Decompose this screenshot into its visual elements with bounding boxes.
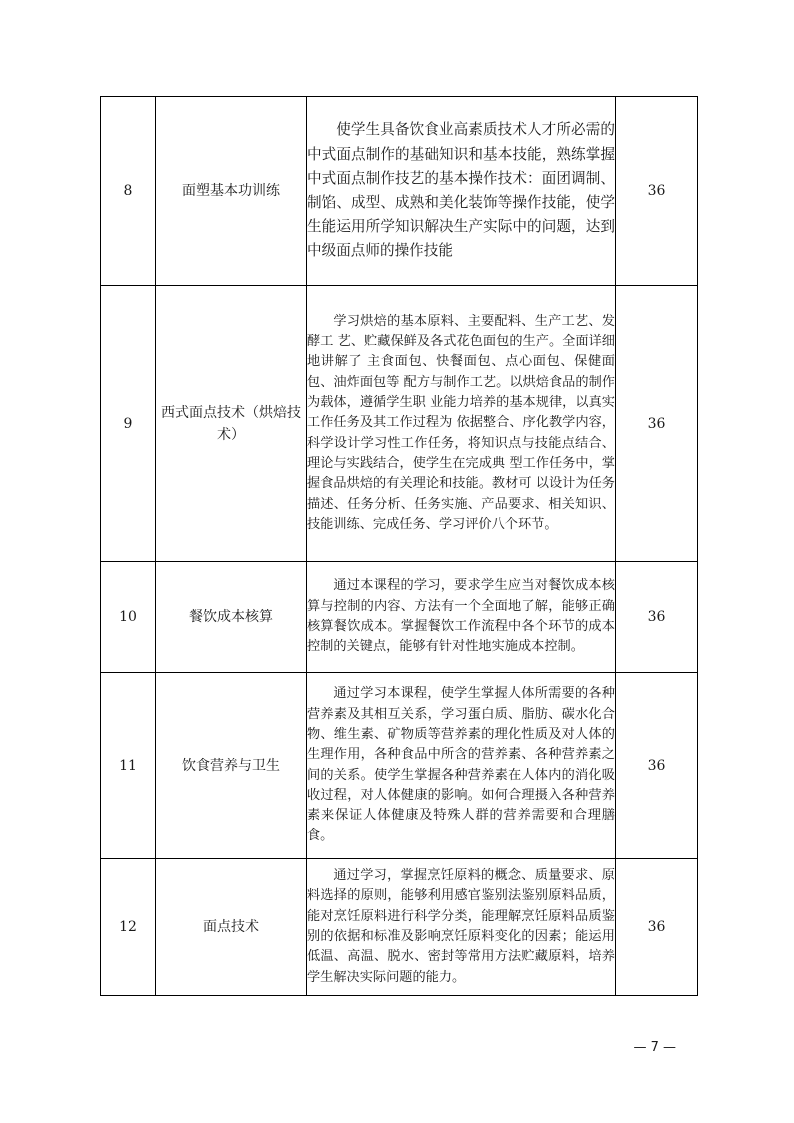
course-number: 10 [101, 562, 156, 673]
course-description-cell [307, 286, 616, 562]
course-number: 9 [101, 286, 156, 562]
course-hours: 36 [616, 673, 698, 859]
course-name: 面点技术 [156, 859, 307, 996]
table-row [101, 859, 698, 996]
course-table [100, 96, 698, 996]
course-name: 饮食营养与卫生 [156, 673, 307, 859]
course-hours: 36 [616, 859, 698, 996]
course-name: 面塑基本功训练 [156, 97, 307, 286]
course-hours: 36 [616, 97, 698, 286]
course-number: 12 [101, 859, 156, 996]
course-description: 使学生具备饮食业高素质技术人才所必需的中式面点制作的基础知识和基本技能，熟练掌握中式面点制作技艺的基本操作技术：面团调制、制馅、成型、成熟和美化装饰等操作技能，使学生能运用所学知识解决生产实际中的问题，达到中级面点师的操作技能 [307, 121, 615, 260]
table-row [101, 286, 698, 562]
page-number: — 7 — [633, 1040, 676, 1055]
course-description-cell [307, 562, 616, 673]
table-row [101, 562, 698, 673]
course-name: 西式面点技术（烘焙技术） [156, 286, 307, 562]
course-hours: 36 [616, 562, 698, 673]
course-description: 通过学习，掌握烹饪原料的概念、质量要求、原料选择的原则，能够利用感官鉴别法鉴别原料品质，能对烹饪原料进行科学分类，能理解烹饪原料品质鉴别的依据和标准及影响烹饪原料变化的因素；能运用低温、高温、脱水、密封等常用方法贮藏原料，培养学生解决实际问题的能力。 [307, 868, 615, 985]
course-description: 通过本课程的学习，要求学生应当对餐饮成本核算与控制的内容、方法有一个全面地了解，能够正确核算餐饮成本。掌握餐饮工作流程中各个环节的成本控制的关键点，能够有针对性地实施成本控制。 [307, 578, 615, 655]
course-description-cell [307, 673, 616, 859]
course-hours: 36 [616, 286, 698, 562]
course-number: 8 [101, 97, 156, 286]
course-description-cell [307, 859, 616, 996]
course-description-cell [307, 97, 616, 286]
course-description: 通过学习本课程，使学生掌握人体所需要的各种营养素及其相互关系，学习蛋白质、脂肪、碳水化合物、维生素、矿物质等营养素的理化性质及对人体的生理作用，各种食品中所含的营养素、各种营养素之间的关系。使学生掌握各种营养素在人体内的消化吸收过程，对人体健康的影响。如何合理摄入各种营养素来保证人体健康及特殊人群的营养需要和合理膳食。 [307, 686, 615, 844]
course-description: 学习烘焙的基本原料、主要配料、生产工艺、发酵工 艺、贮藏保鲜及各式花色面包的生产。全面详细地讲解了 主食面包、快餐面包、点心面包、保健面包、油炸面包等 配方与制作工艺。以烘焙食品的制作为载体，遵循学生职 业能力培养的基本规律，以真实工作任务及其工作过程为 依据整合、序化教学内容，科学设计学习性工作任务，将知识点与技能点结合、理论与实践结合，使学生在完成典 型工作任务中，掌握食品烘焙的有关理论和技能。教材可 以设计为任务描述、任务分析、任务实施、产品要求、相关知识、技能训练、完成任务、学习评价八个环节。 [307, 313, 615, 532]
course-number: 11 [101, 673, 156, 859]
course-name: 餐饮成本核算 [156, 562, 307, 673]
table-row [101, 673, 698, 859]
table-row [101, 97, 698, 286]
